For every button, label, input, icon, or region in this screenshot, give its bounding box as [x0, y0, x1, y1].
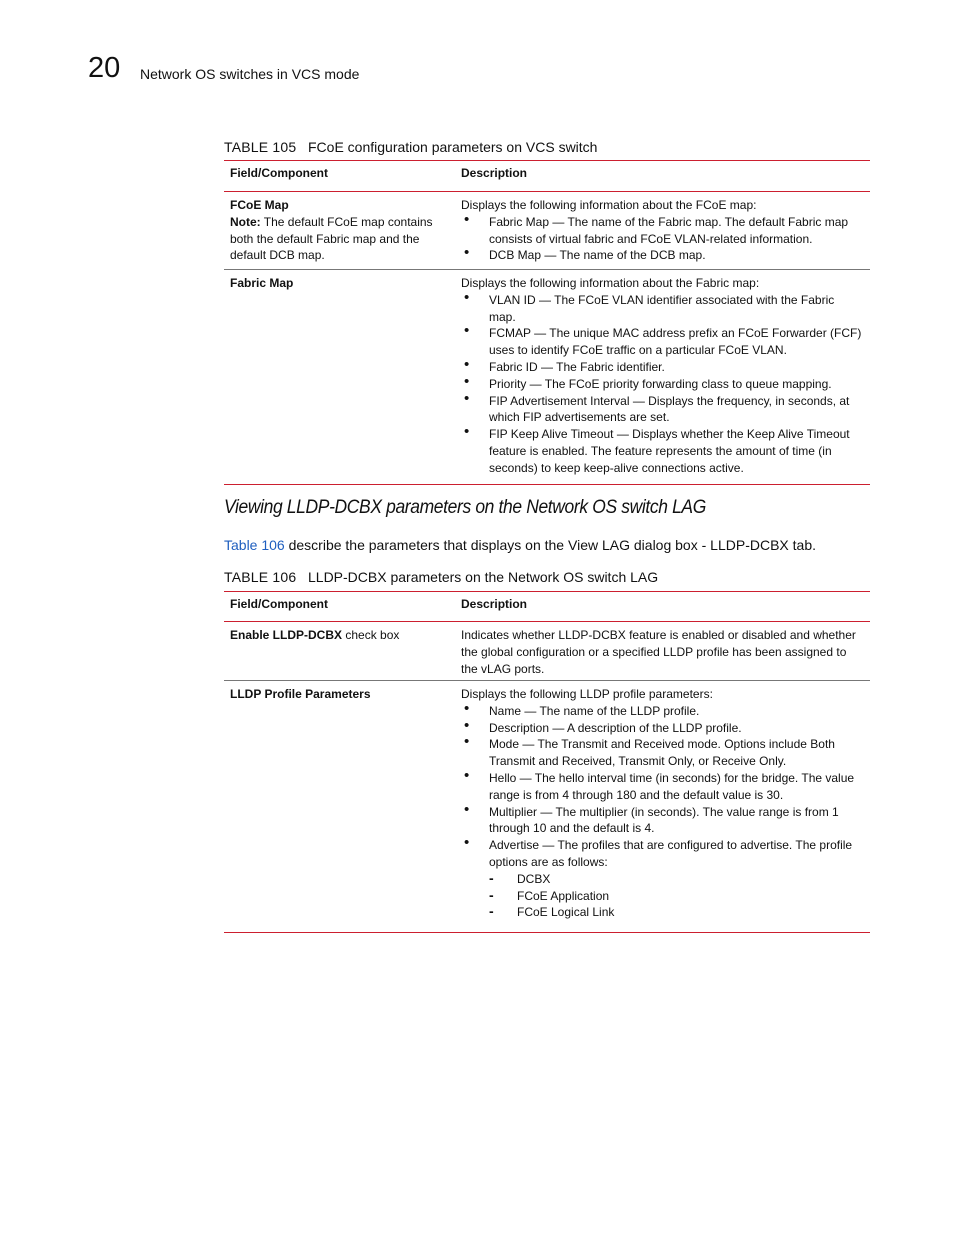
list-item: • DCB Map — The name of the DCB map. — [461, 247, 864, 264]
table-caption-text: LLDP-DCBX parameters on the Network OS switch LAG — [308, 569, 659, 585]
list-item — [461, 837, 864, 921]
list-item: • Fabric Map — The name of the Fabric map. The default Fabric map consists of virtual fabric and FCoE VLAN-related information. — [461, 214, 864, 248]
column-header-description: Description — [461, 166, 528, 180]
table-header-row — [224, 161, 870, 192]
list-item-text: Advertise — The profiles that are configured to advertise. The profile options are as follows: — [489, 838, 853, 869]
table-label: TABLE 106 — [224, 569, 297, 585]
chapter-title: Network OS switches in VCS mode — [140, 66, 360, 82]
field-name: LLDP Profile Parameters — [230, 687, 371, 701]
intro-bold-tab: LLDP-DCBX — [710, 537, 789, 553]
list-item: • Hello — The hello interval time (in seconds) for the bridge. The value range is from 4 through 180 and the default value is 30. — [461, 770, 864, 804]
description-cell — [455, 270, 870, 484]
intro-text: describe the parameters that displays on the — [284, 537, 568, 553]
list-item: • FCMAP — The unique MAC address prefix an FCoE Forwarder (FCF) uses to identify FCoE traffic on a particular FCoE VLAN. — [461, 325, 864, 359]
list-item: • Description — A description of the LLDP profile. — [461, 720, 864, 737]
field-suffix: check box — [342, 628, 400, 642]
description-cell — [455, 192, 870, 269]
field-cell — [224, 270, 455, 484]
field-cell — [224, 681, 455, 932]
table-label: TABLE 105 — [224, 139, 297, 155]
field-name: Enable LLDP-DCBX — [230, 628, 343, 642]
list-item: • Fabric ID — The Fabric identifier. — [461, 359, 864, 376]
column-header-field: Field/Component — [230, 597, 328, 611]
field-cell — [224, 622, 455, 680]
note-text: The default FCoE map contains both the default Fabric map and the default DCB map. — [230, 214, 433, 263]
column-header-field: Field/Component — [230, 166, 328, 180]
note-label: Note: — [230, 214, 261, 229]
list-item: • VLAN ID — The FCoE VLAN identifier associated with the Fabric map. — [461, 292, 864, 326]
description-cell: Indicates whether LLDP-DCBX feature is enabled or disabled and whether the global configuration or a specified LLDP profile has been assigned to the vLAG ports. — [461, 628, 856, 676]
field-name: FCoE Map — [230, 198, 289, 212]
table-row — [224, 192, 870, 270]
sub-list-item: - FCoE Application — [489, 888, 864, 905]
bullet-list — [461, 214, 864, 264]
table-caption-text: FCoE configuration parameters on VCS switch — [308, 139, 598, 155]
description-intro: Displays the following LLDP profile parameters: — [461, 687, 713, 701]
table-header-row — [224, 592, 870, 622]
intro-text: tab. — [788, 537, 817, 553]
list-item: • Name — The name of the LLDP profile. — [461, 703, 864, 720]
list-item: • Mode — The Transmit and Received mode. Options include Both Transmit and Received, Transmit Only, or Receive Only. — [461, 736, 864, 770]
intro-bold-dialog: View LAG — [568, 537, 630, 553]
section-heading: Viewing LLDP-DCBX parameters on the Network OS switch LAG — [224, 497, 706, 518]
list-item: • Multiplier — The multiplier (in seconds). The value range is from 1 through 10 and the default is 4. — [461, 804, 864, 838]
field-note — [230, 214, 449, 264]
section-intro — [224, 537, 816, 553]
table-106 — [224, 591, 870, 933]
description-intro: Displays the following information about the Fabric map: — [461, 276, 760, 290]
field-cell — [224, 192, 455, 269]
table-row — [224, 681, 870, 933]
field-name: Fabric Map — [230, 276, 294, 290]
intro-text: dialog box - — [630, 537, 711, 553]
list-item: • Priority — The FCoE priority forwarding class to queue mapping. — [461, 376, 864, 393]
table-106-caption — [224, 569, 658, 585]
table-106-link[interactable]: Table 106 — [224, 537, 285, 553]
table-row — [224, 270, 870, 485]
sub-list-item: - FCoE Logical Link — [489, 904, 864, 921]
table-105-caption — [224, 139, 597, 155]
sub-list-item: - DCBX — [489, 871, 864, 888]
bullet-list — [461, 292, 864, 477]
description-intro: Displays the following information about the FCoE map: — [461, 198, 757, 212]
sub-list — [489, 871, 864, 921]
table-105 — [224, 160, 870, 485]
list-item: • FIP Advertisement Interval — Displays the frequency, in seconds, at which FIP advertisements are set. — [461, 393, 864, 427]
bullet-list — [461, 703, 864, 921]
chapter-number: 20 — [88, 52, 121, 84]
column-header-description: Description — [461, 597, 528, 611]
table-row — [224, 622, 870, 681]
list-item: • FIP Keep Alive Timeout — Displays whether the Keep Alive Timeout feature is enabled. The feature represents the amount of time (in seconds) to keep keep-alive connections active. — [461, 426, 864, 476]
description-cell — [455, 681, 870, 932]
